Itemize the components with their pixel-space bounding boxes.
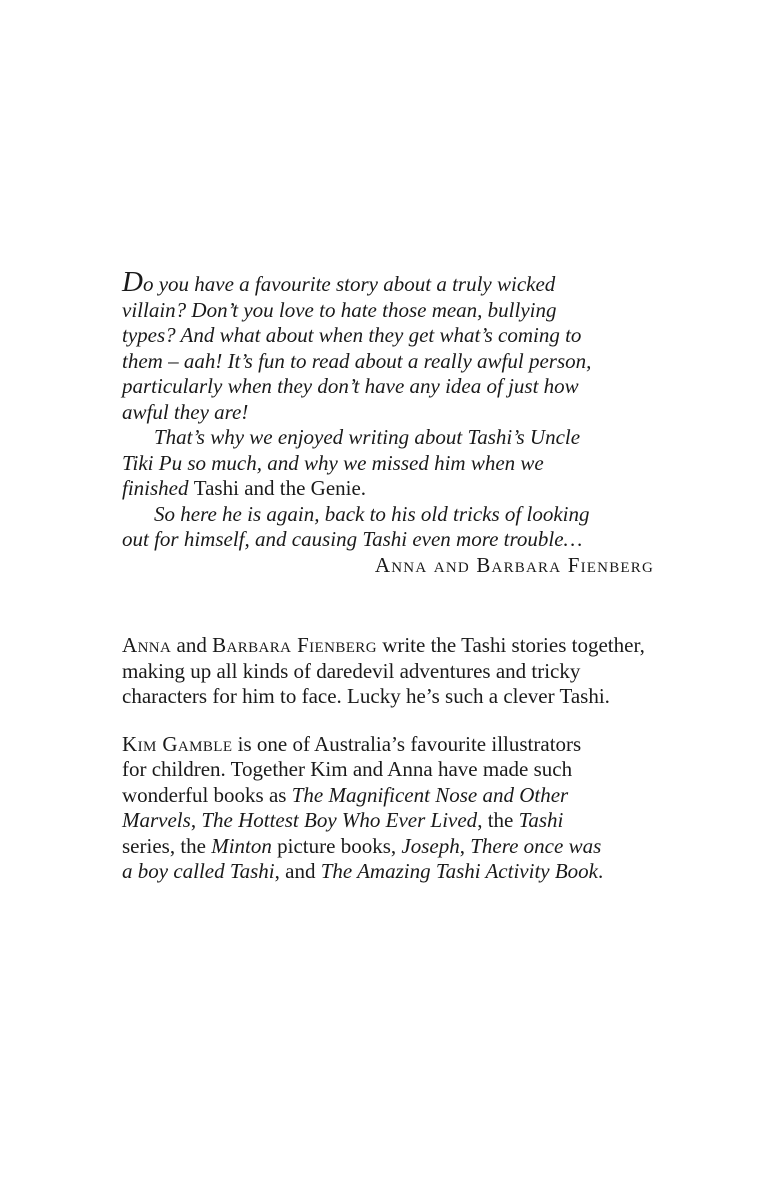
text-line: [122, 425, 654, 451]
text-run: Barbara Fienberg: [212, 633, 377, 657]
text-line: [122, 684, 654, 710]
text-run: finished: [122, 476, 194, 500]
text-run: Tiki Pu so much, and why we missed him when we: [122, 450, 544, 475]
text-run: them – aah! It’s fun to read about a really awful person,: [122, 348, 592, 373]
text-line: [122, 451, 654, 477]
text-line: [122, 400, 654, 426]
text-run: villain? Don’t you love to hate those mean, bullying: [122, 297, 557, 322]
text-run: characters for him to face. Lucky he’s such a clever Tashi.: [122, 684, 610, 708]
text-run: write the Tashi stories together,: [376, 633, 645, 657]
gamble-bio-paragraph: [122, 732, 654, 885]
text-run: Marvels: [122, 808, 191, 832]
text-line: [122, 323, 654, 349]
text-line: [122, 783, 654, 809]
text-run: Joseph: [401, 833, 460, 858]
text-run: ,: [190, 808, 202, 832]
text-run: , the: [477, 808, 519, 832]
text-run: , and: [274, 859, 321, 883]
text-line: [122, 374, 654, 400]
text-run: Tashi: [518, 808, 564, 832]
text-run: out for himself, and causing Tashi even more trouble…: [122, 527, 583, 551]
text-line: [122, 659, 654, 685]
text-line: [122, 732, 654, 758]
text-run: and: [171, 633, 213, 657]
text-block: [122, 266, 654, 885]
text-line: [122, 859, 654, 885]
text-run: So here he is again, back to his old tricks of looking: [154, 501, 590, 526]
text-line: [122, 476, 654, 502]
text-run: The Magnificent Nose and Other: [291, 782, 569, 807]
text-run: There once was: [470, 833, 602, 858]
text-run: picture books,: [271, 833, 402, 858]
text-line: [122, 633, 654, 659]
text-run: Kim Gamble: [122, 731, 233, 756]
text-run: series, the: [122, 833, 212, 858]
text-run: .: [598, 859, 604, 883]
text-run: That’s why we enjoyed writing about Tashi’s Uncle: [154, 425, 581, 449]
text-line: [122, 834, 654, 860]
text-run: awful they are!: [122, 399, 249, 424]
text-line: [122, 298, 654, 324]
text-run: particularly when they don’t have any idea of just how: [122, 374, 579, 398]
text-run: making up all kinds of daredevil adventures and tricky: [122, 658, 581, 683]
text-run: Anna: [122, 633, 172, 657]
tiki-pu-return-paragraph: [122, 502, 654, 553]
text-run: The Hottest Boy Who Ever Lived: [201, 808, 478, 832]
text-line: [122, 553, 654, 579]
author-attribution: [122, 553, 654, 579]
text-run: Minton: [211, 833, 272, 858]
text-run: ,: [459, 833, 471, 858]
text-line: [122, 349, 654, 375]
text-run: D: [122, 266, 143, 298]
text-run: Tashi and the Genie.: [193, 476, 367, 500]
text-line: [122, 808, 654, 834]
text-run: a boy called Tashi: [122, 859, 275, 883]
text-run: Anna and Barbara Fienberg: [374, 552, 654, 577]
text-line: [122, 266, 654, 298]
fienberg-bio-paragraph: [122, 633, 654, 710]
tashi-uncle-paragraph: [122, 425, 654, 502]
text-line: [122, 502, 654, 528]
text-run: for children. Together Kim and Anna have made such: [122, 757, 573, 781]
text-run: The Amazing Tashi Activity Book: [320, 859, 598, 883]
text-run: is one of Australia’s favourite illustrators: [232, 731, 582, 756]
text-line: [122, 527, 654, 553]
villain-intro-paragraph: [122, 266, 654, 425]
text-run: types? And what about when they get what’s coming to: [122, 323, 582, 347]
text-run: o you have a favourite story about a truly wicked: [142, 272, 556, 296]
text-run: wonderful books as: [122, 782, 292, 807]
text-line: [122, 757, 654, 783]
